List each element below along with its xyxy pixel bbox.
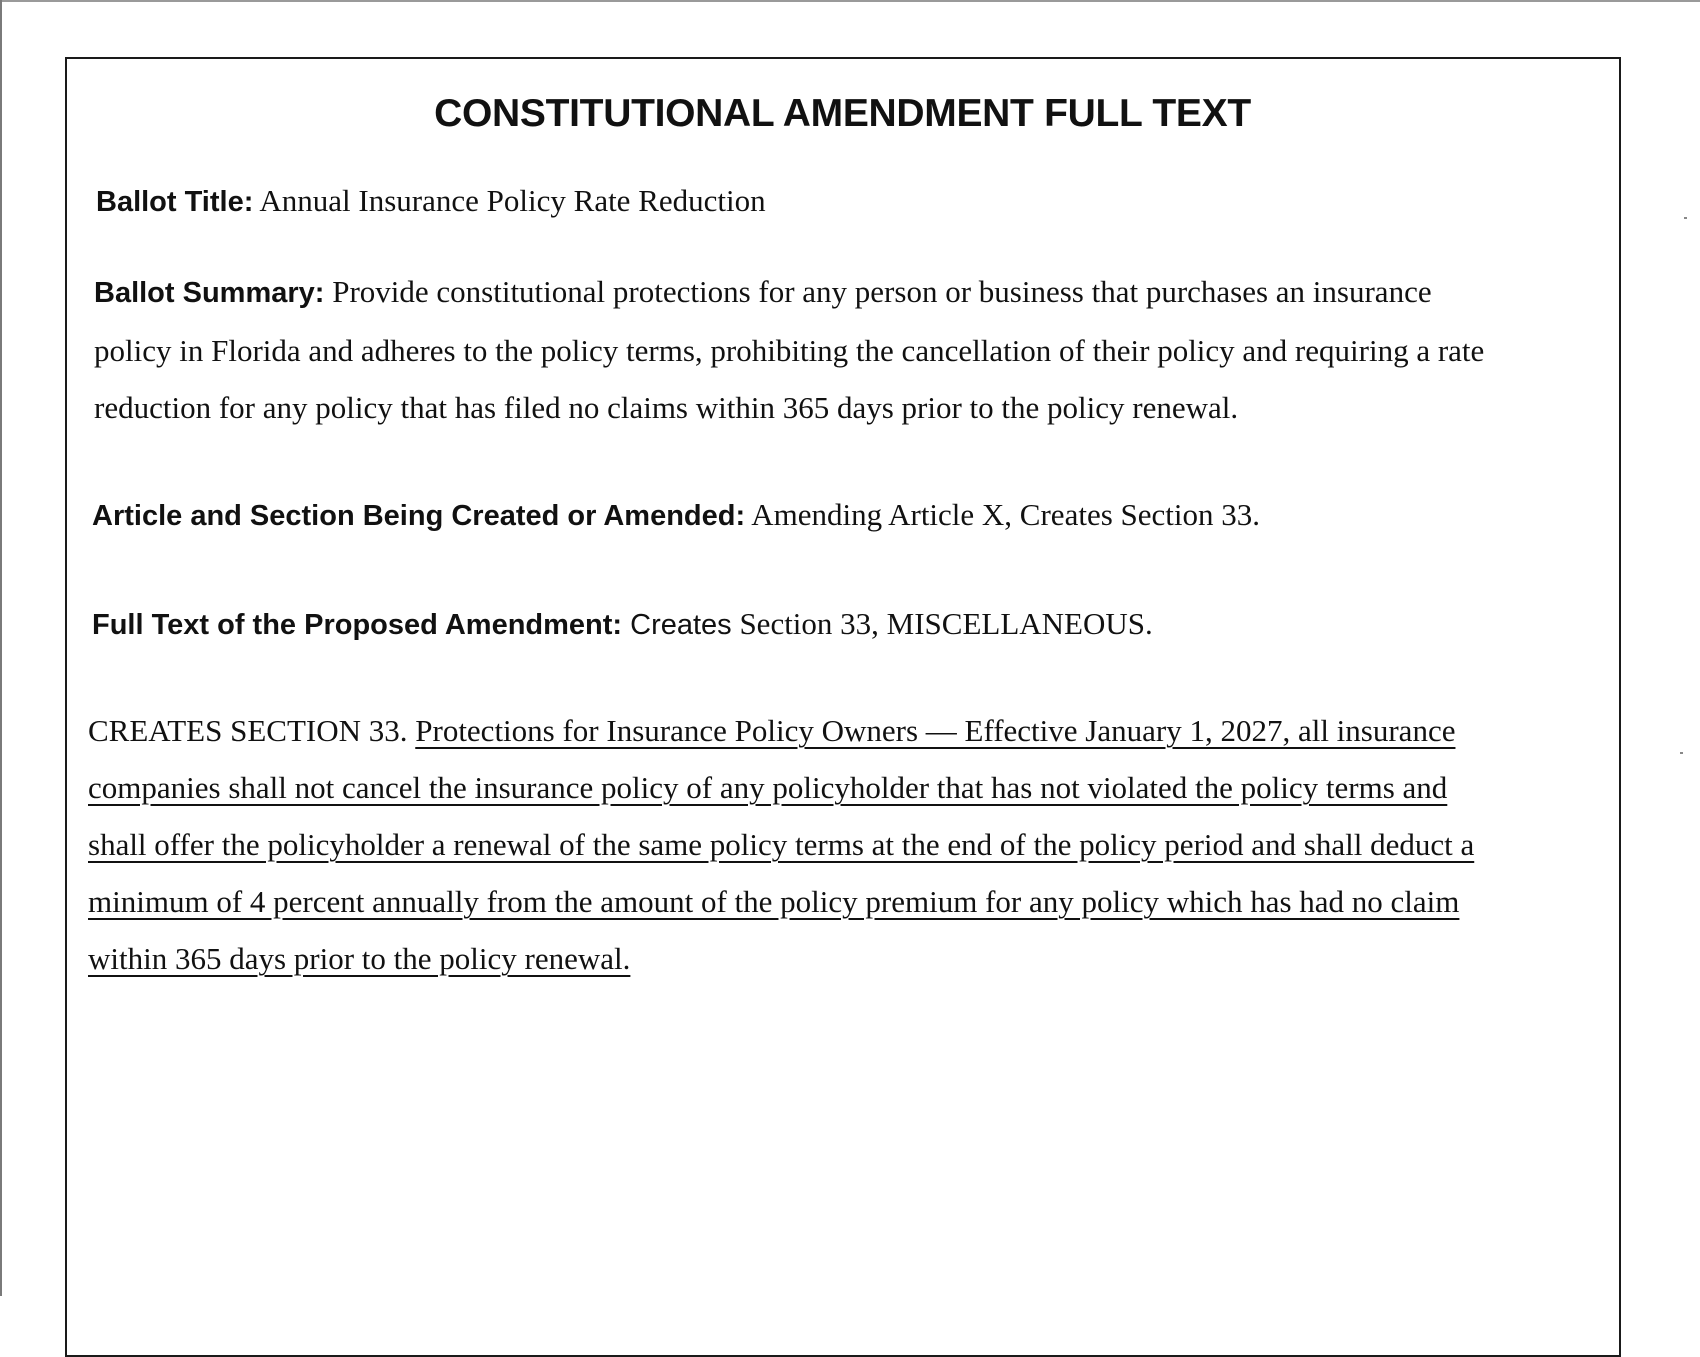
ballot-summary-line: reduction for any policy that has filed no claims within 365 days prior to the policy renewal.: [94, 390, 1239, 425]
ballot-title-label: Ballot Title:: [96, 186, 254, 218]
section-33-underlined-text: minimum of 4 percent annually from the amount of the policy premium for any policy which has had no claim: [88, 884, 1460, 919]
scan-speck: [1684, 217, 1687, 219]
article-section-label: Article and Section Being Created or Amended:: [92, 500, 746, 532]
scan-edge-left: [0, 0, 2, 1296]
section-33-underlined-text: Protections for Insurance Policy Owners — Effective January 1, 2027, all insurance: [415, 713, 1456, 748]
full-text-line: [92, 595, 1592, 654]
full-text-paragraph: [92, 595, 1592, 654]
full-text-text: Section 33, MISCELLANEOUS.: [731, 606, 1153, 641]
ballot-summary-label: Ballot Summary:: [94, 277, 325, 309]
section-33-line: [88, 759, 1588, 816]
section-33-line: [88, 816, 1588, 873]
ballot-summary-line: [94, 263, 1594, 322]
scan-edge-top: [0, 0, 1700, 2]
document-title: CONSTITUTIONAL AMENDMENT FULL TEXT: [434, 92, 1251, 135]
section-33-prefix: CREATES SECTION 33.: [88, 713, 416, 748]
ballot-title-text: Annual Insurance Policy Rate Reduction: [253, 183, 766, 218]
section-33-underlined-text: companies shall not cancel the insurance policy of any policyholder that has not violated the policy terms and: [88, 770, 1448, 805]
section-33-underlined-text: within 365 days prior to the policy renewal.: [88, 941, 631, 976]
ballot-summary-paragraph: [94, 263, 1594, 436]
full-text-creates-word: Creates: [622, 609, 732, 641]
article-section-text: Amending Article X, Creates Section 33.: [745, 497, 1261, 532]
section-33-line: [88, 702, 1588, 759]
section-33-line: [88, 930, 1588, 987]
ballot-summary-line: policy in Florida and adheres to the policy terms, prohibiting the cancellation of their policy and requiring a rate: [94, 333, 1485, 368]
ballot-summary-text: Provide constitutional protections for any person or business that purchases an insurance: [324, 274, 1432, 309]
section-33-line: [88, 873, 1588, 930]
article-section-paragraph: [92, 486, 1592, 545]
section-33-underlined-text: shall offer the policyholder a renewal of the same policy terms at the end of the policy period and shall deduct a: [88, 827, 1475, 862]
article-section-line: [92, 486, 1592, 545]
full-text-label: Full Text of the Proposed Amendment:: [92, 609, 623, 641]
ballot-title-paragraph: [96, 172, 1596, 231]
scan-speck: [1680, 752, 1683, 754]
ballot-title-line: [96, 172, 1596, 231]
section-33-paragraph: [88, 702, 1588, 987]
